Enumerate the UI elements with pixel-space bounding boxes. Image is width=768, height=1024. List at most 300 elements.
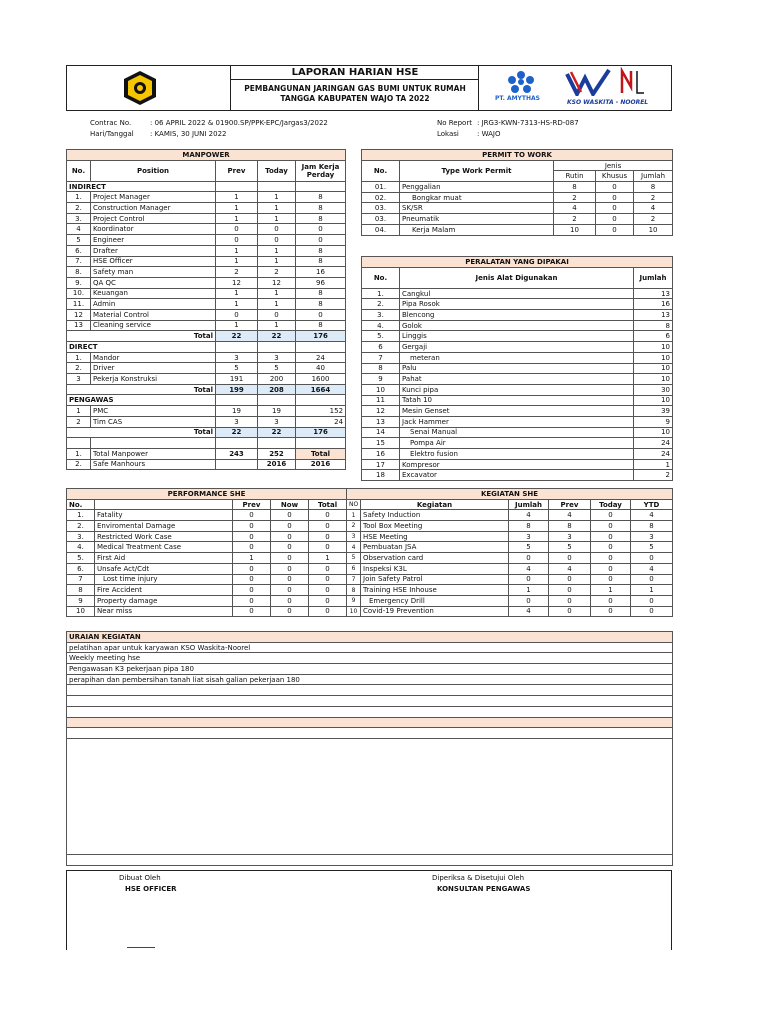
equipment-name: Cangkul xyxy=(400,288,634,299)
act-prev: 0 xyxy=(549,585,591,596)
hours: 0 xyxy=(296,309,346,320)
hours: Total xyxy=(296,448,346,459)
perf-now: 0 xyxy=(271,531,309,542)
equipment-name: Kompresor xyxy=(400,459,634,470)
perf-item: Unsafe Act/Cdt xyxy=(95,563,233,574)
description-line: pelatihan apar untuk karyawan KSO Waskita-Noorel xyxy=(67,642,673,653)
today: 1 xyxy=(258,203,296,214)
position: HSE Officer xyxy=(91,256,216,267)
position: Material Control xyxy=(91,309,216,320)
total-prev: 22 xyxy=(216,331,258,342)
permit-col-rutin: Rutin xyxy=(554,171,596,182)
position: Koordinator xyxy=(91,224,216,235)
perf-prev: 0 xyxy=(233,574,271,585)
act-ytd: 0 xyxy=(631,574,673,585)
act-no: 6 xyxy=(347,563,361,574)
position: Engineer xyxy=(91,235,216,246)
report-title: LAPORAN HARIAN HSE xyxy=(231,66,479,80)
manpower-row xyxy=(67,267,346,278)
position: Drafter xyxy=(91,245,216,256)
prev: 0 xyxy=(216,309,258,320)
perf-prev: 0 xyxy=(233,595,271,606)
act-jumlah: 0 xyxy=(509,553,549,564)
description-line: Weekly meeting hse xyxy=(67,653,673,664)
manpower-row xyxy=(67,213,346,224)
position: PMC xyxy=(91,406,216,417)
description-line xyxy=(67,728,673,739)
jumlah: 8 xyxy=(634,182,673,193)
total-hours: 176 xyxy=(296,427,346,438)
section-label: INDIRECT xyxy=(67,181,216,192)
act-name: Pembuatan JSA xyxy=(361,542,509,553)
manpower-row xyxy=(67,277,346,288)
hours: 24 xyxy=(296,416,346,427)
empty-cell xyxy=(296,181,346,192)
manpower-row xyxy=(67,245,346,256)
empty-cell xyxy=(296,438,346,449)
performance-row xyxy=(67,595,347,606)
equipment-row xyxy=(362,288,673,299)
approved-by-label: Diperiksa & Disetujui Oleh xyxy=(432,874,525,882)
location-value: : WAJO xyxy=(477,130,501,138)
today: 1 xyxy=(258,288,296,299)
today: 19 xyxy=(258,406,296,417)
activity-title: KEGIATAN SHE xyxy=(347,489,673,500)
row-no: 3. xyxy=(67,213,91,224)
today: 1 xyxy=(258,256,296,267)
equipment-table xyxy=(361,256,673,481)
hours: 24 xyxy=(296,352,346,363)
perf-col-prev: Prev xyxy=(233,499,271,510)
today: 1 xyxy=(258,245,296,256)
description-line xyxy=(67,706,673,717)
equipment-row xyxy=(362,310,673,321)
act-ytd: 5 xyxy=(631,542,673,553)
khusus: 0 xyxy=(596,192,634,203)
act-no: 2 xyxy=(347,521,361,532)
act-ytd: 4 xyxy=(631,563,673,574)
act-jumlah: 0 xyxy=(509,595,549,606)
equipment-count: 16 xyxy=(634,299,673,310)
today: 1 xyxy=(258,192,296,203)
act-jumlah: 0 xyxy=(509,574,549,585)
perf-total: 0 xyxy=(309,531,347,542)
equipment-no: 17 xyxy=(362,459,400,470)
activity-row xyxy=(347,595,673,606)
description-line: perapihan dan pembersihan tanah liat sisah galian pekerjaan 180 xyxy=(67,674,673,685)
perf-no: 5. xyxy=(67,553,95,564)
equipment-count: 39 xyxy=(634,406,673,417)
position: Construction Manager xyxy=(91,203,216,214)
equipment-name: Gergaji xyxy=(400,342,634,353)
perf-no: 9 xyxy=(67,595,95,606)
equipment-name: Jack Hammer xyxy=(400,416,634,427)
total-today: 22 xyxy=(258,331,296,342)
equipment-name: Pompa Air xyxy=(400,438,634,449)
manpower-row xyxy=(67,309,346,320)
act-ytd: 8 xyxy=(631,521,673,532)
performance-row xyxy=(67,585,347,596)
equipment-count: 10 xyxy=(634,374,673,385)
hours: 1600 xyxy=(296,374,346,385)
row-no: 3 xyxy=(67,374,91,385)
row-no: 1 xyxy=(67,406,91,417)
jumlah: 10 xyxy=(634,224,673,235)
position: Driver xyxy=(91,363,216,374)
total-hours: 1664 xyxy=(296,384,346,395)
permit-row xyxy=(362,203,673,214)
permit-row xyxy=(362,224,673,235)
performance-row xyxy=(67,531,347,542)
manpower-row xyxy=(67,406,346,417)
section-row xyxy=(67,395,346,406)
perf-prev: 0 xyxy=(233,606,271,617)
created-by-role: HSE OFFICER xyxy=(125,885,177,893)
permit-type: Kerja Malam xyxy=(400,224,554,235)
act-ytd: 1 xyxy=(631,585,673,596)
hours: 8 xyxy=(296,245,346,256)
manpower-row xyxy=(67,203,346,214)
equipment-count: 1 xyxy=(634,459,673,470)
equipment-name: Pahat xyxy=(400,374,634,385)
row-no: 9. xyxy=(67,277,91,288)
total-row xyxy=(67,384,346,395)
equipment-count: 10 xyxy=(634,352,673,363)
equipment-row xyxy=(362,331,673,342)
prev: 3 xyxy=(216,352,258,363)
manpower-row xyxy=(67,416,346,427)
hours: 8 xyxy=(296,320,346,331)
summary-label: Total Manpower xyxy=(91,448,216,459)
rutin: 2 xyxy=(554,192,596,203)
act-col-ytd: YTD xyxy=(631,499,673,510)
report-header xyxy=(66,65,672,111)
prev: 19 xyxy=(216,406,258,417)
kso-logo-text: KSO WASKITA - NOOREL xyxy=(567,99,649,106)
equipment-name: Elektro fusion xyxy=(400,449,634,460)
perf-item: Medical Treatment Case xyxy=(95,542,233,553)
prev: 1 xyxy=(216,203,258,214)
prev: 1 xyxy=(216,213,258,224)
act-name: HSE Meeting xyxy=(361,531,509,542)
empty-cell xyxy=(216,395,258,406)
hours: 16 xyxy=(296,267,346,278)
today: 0 xyxy=(258,235,296,246)
equipment-no: 1. xyxy=(362,288,400,299)
perf-prev: 0 xyxy=(233,510,271,521)
act-jumlah: 5 xyxy=(509,542,549,553)
permit-col-khusus: Khusus xyxy=(596,171,634,182)
total-label: Total xyxy=(67,384,216,395)
equipment-no: 9 xyxy=(362,374,400,385)
act-ytd: 0 xyxy=(631,606,673,617)
perf-col-blank xyxy=(95,499,233,510)
row-no: 2. xyxy=(67,459,91,470)
perf-now: 0 xyxy=(271,585,309,596)
equipment-count: 2 xyxy=(634,470,673,481)
act-no: 5 xyxy=(347,553,361,564)
permit-col-no: No. xyxy=(362,160,400,181)
position: Tim CAS xyxy=(91,416,216,427)
perf-item: Property damage xyxy=(95,595,233,606)
col-no: No. xyxy=(67,160,91,181)
equipment-name: Senai Manual xyxy=(400,427,634,438)
equipment-name: Excavator xyxy=(400,470,634,481)
equipment-row xyxy=(362,416,673,427)
today: 3 xyxy=(258,352,296,363)
perf-col-now: Now xyxy=(271,499,309,510)
total-today: 208 xyxy=(258,384,296,395)
equipment-name: Kunci pipa xyxy=(400,384,634,395)
manpower-row xyxy=(67,224,346,235)
act-prev: 0 xyxy=(549,606,591,617)
equipment-name: Palu xyxy=(400,363,634,374)
prev xyxy=(216,459,258,470)
perf-total: 0 xyxy=(309,542,347,553)
activity-row xyxy=(347,553,673,564)
section-row xyxy=(67,181,346,192)
empty-cell xyxy=(258,181,296,192)
act-name: Covid-19 Prevention xyxy=(361,606,509,617)
act-prev: 5 xyxy=(549,542,591,553)
spacer-row xyxy=(67,438,346,449)
prev: 243 xyxy=(216,448,258,459)
permit-row xyxy=(362,192,673,203)
date-label: Hari/Tanggal xyxy=(90,130,134,138)
equipment-row xyxy=(362,299,673,310)
equipment-no: 11 xyxy=(362,395,400,406)
section-label: DIRECT xyxy=(67,342,216,353)
section-row xyxy=(67,342,346,353)
manpower-row xyxy=(67,256,346,267)
perf-col-total: Total xyxy=(309,499,347,510)
jumlah: 2 xyxy=(634,192,673,203)
position: Pekerja Konstruksi xyxy=(91,374,216,385)
perf-no: 1. xyxy=(67,510,95,521)
row-no: 1. xyxy=(67,192,91,203)
act-no: 9 xyxy=(347,595,361,606)
today: 2016 xyxy=(258,459,296,470)
equipment-row xyxy=(362,449,673,460)
description-line: Pengawasan K3 pekerjaan pipa 180 xyxy=(67,664,673,675)
permit-no: 02. xyxy=(362,192,400,203)
total-prev: 199 xyxy=(216,384,258,395)
prev: 0 xyxy=(216,235,258,246)
row-no: 4 xyxy=(67,224,91,235)
summary-row xyxy=(67,459,346,470)
rutin: 8 xyxy=(554,182,596,193)
act-prev: 4 xyxy=(549,510,591,521)
equipment-no: 15 xyxy=(362,438,400,449)
equipment-row xyxy=(362,395,673,406)
equipment-row xyxy=(362,320,673,331)
summary-row xyxy=(67,448,346,459)
khusus: 0 xyxy=(596,203,634,214)
perf-prev: 0 xyxy=(233,563,271,574)
performance-row xyxy=(67,606,347,617)
empty-cell xyxy=(91,438,216,449)
performance-row xyxy=(67,574,347,585)
row-no: 10. xyxy=(67,288,91,299)
equipment-count: 13 xyxy=(634,310,673,321)
perf-prev: 0 xyxy=(233,521,271,532)
equipment-count: 10 xyxy=(634,427,673,438)
perf-no: 3. xyxy=(67,531,95,542)
perf-item: Fire Accident xyxy=(95,585,233,596)
equipment-row xyxy=(362,427,673,438)
perf-now: 0 xyxy=(271,510,309,521)
position: QA QC xyxy=(91,277,216,288)
prev: 2 xyxy=(216,267,258,278)
activity-row xyxy=(347,563,673,574)
equipment-row xyxy=(362,374,673,385)
hours: 8 xyxy=(296,192,346,203)
perf-prev: 0 xyxy=(233,531,271,542)
row-no: 7. xyxy=(67,256,91,267)
perf-no: 2. xyxy=(67,521,95,532)
equipment-row xyxy=(362,342,673,353)
perf-now: 0 xyxy=(271,521,309,532)
manpower-row xyxy=(67,352,346,363)
permit-row xyxy=(362,182,673,193)
company-logo xyxy=(67,66,231,110)
equipment-row xyxy=(362,470,673,481)
equipment-count: 13 xyxy=(634,288,673,299)
col-jam-kerja xyxy=(296,160,346,181)
act-ytd: 4 xyxy=(631,510,673,521)
row-no: 6. xyxy=(67,245,91,256)
act-name: Tool Box Meeting xyxy=(361,521,509,532)
row-no: 1. xyxy=(67,448,91,459)
location-label: Lokasi xyxy=(437,130,459,138)
perf-prev: 1 xyxy=(233,553,271,564)
equipment-title: PERALATAN YANG DIPAKAI xyxy=(362,257,673,268)
description-line xyxy=(67,717,673,728)
hours: 8 xyxy=(296,203,346,214)
perf-now: 0 xyxy=(271,563,309,574)
equipment-count: 10 xyxy=(634,395,673,406)
act-no: 7 xyxy=(347,574,361,585)
act-today: 0 xyxy=(591,563,631,574)
manpower-row xyxy=(67,192,346,203)
permit-no: 04. xyxy=(362,224,400,235)
equipment-no: 4. xyxy=(362,320,400,331)
description-line xyxy=(67,854,673,865)
permit-type: Penggalian xyxy=(400,182,554,193)
prev: 1 xyxy=(216,288,258,299)
approved-by-role: KONSULTAN PENGAWAS xyxy=(437,885,531,893)
equipment-no: 10 xyxy=(362,384,400,395)
today: 5 xyxy=(258,363,296,374)
row-no: 1. xyxy=(67,352,91,363)
act-name: Observation card xyxy=(361,553,509,564)
equipment-count: 24 xyxy=(634,449,673,460)
prev: 5 xyxy=(216,363,258,374)
equipment-col-jenis: Jenis Alat Digunakan xyxy=(400,267,634,288)
equipment-count: 10 xyxy=(634,342,673,353)
act-prev: 8 xyxy=(549,521,591,532)
equipment-name: Golok xyxy=(400,320,634,331)
permit-row xyxy=(362,214,673,225)
section-label: PENGAWAS xyxy=(67,395,216,406)
manpower-row xyxy=(67,320,346,331)
equipment-no: 2. xyxy=(362,299,400,310)
performance-title: PERFORMANCE SHE xyxy=(67,489,347,500)
total-label: Total xyxy=(67,331,216,342)
act-no: 8 xyxy=(347,585,361,596)
act-today: 1 xyxy=(591,585,631,596)
empty-cell xyxy=(258,395,296,406)
position: Keuangan xyxy=(91,288,216,299)
permit-title: PERMIT TO WORK xyxy=(362,150,673,161)
amythas-logo-icon xyxy=(501,69,541,95)
khusus: 0 xyxy=(596,182,634,193)
equipment-no: 6 xyxy=(362,342,400,353)
project-title-line1: PEMBANGUNAN JARINGAN GAS BUMI UNTUK RUMAH xyxy=(244,84,466,93)
equipment-count: 6 xyxy=(634,331,673,342)
col-today: Today xyxy=(258,160,296,181)
act-today: 0 xyxy=(591,595,631,606)
perf-no: 4. xyxy=(67,542,95,553)
equipment-no: 14 xyxy=(362,427,400,438)
performance-row xyxy=(67,563,347,574)
act-name: Emergency Drill xyxy=(361,595,509,606)
manpower-table xyxy=(66,149,346,470)
equipment-no: 16 xyxy=(362,449,400,460)
hours: 8 xyxy=(296,288,346,299)
act-jumlah: 8 xyxy=(509,521,549,532)
perf-total: 1 xyxy=(309,553,347,564)
prev: 0 xyxy=(216,224,258,235)
created-by-label: Dibuat Oleh xyxy=(119,874,161,882)
hours: 0 xyxy=(296,224,346,235)
prev: 12 xyxy=(216,277,258,288)
khusus: 0 xyxy=(596,224,634,235)
empty-cell xyxy=(258,438,296,449)
contract-value: : 06 APRIL 2022 & 01900.SP/PPK-EPC/Jargas3/2022 xyxy=(150,119,328,127)
act-jumlah: 1 xyxy=(509,585,549,596)
equipment-no: 8 xyxy=(362,363,400,374)
prev: 1 xyxy=(216,320,258,331)
equipment-name: Linggis xyxy=(400,331,634,342)
act-col-prev: Prev xyxy=(549,499,591,510)
act-prev: 0 xyxy=(549,595,591,606)
perf-no: 10 xyxy=(67,606,95,617)
perf-col-no: No. xyxy=(67,499,95,510)
permit-table xyxy=(361,149,673,236)
row-no: 2. xyxy=(67,363,91,374)
act-jumlah: 4 xyxy=(509,510,549,521)
emblem-icon xyxy=(123,70,157,106)
activity-row xyxy=(347,542,673,553)
position: Safety man xyxy=(91,267,216,278)
equipment-name: Mesin Genset xyxy=(400,406,634,417)
act-jumlah: 4 xyxy=(509,563,549,574)
signature-box xyxy=(66,870,672,950)
position: Project Manager xyxy=(91,192,216,203)
total-prev: 22 xyxy=(216,427,258,438)
description-table xyxy=(66,631,673,866)
manpower-row xyxy=(67,374,346,385)
hours: 8 xyxy=(296,256,346,267)
today: 0 xyxy=(258,224,296,235)
total-label: Total xyxy=(67,427,216,438)
today: 200 xyxy=(258,374,296,385)
activity-row xyxy=(347,585,673,596)
manpower-row xyxy=(67,235,346,246)
date-value: : KAMIS, 30 JUNI 2022 xyxy=(150,130,227,138)
activity-row xyxy=(347,574,673,585)
